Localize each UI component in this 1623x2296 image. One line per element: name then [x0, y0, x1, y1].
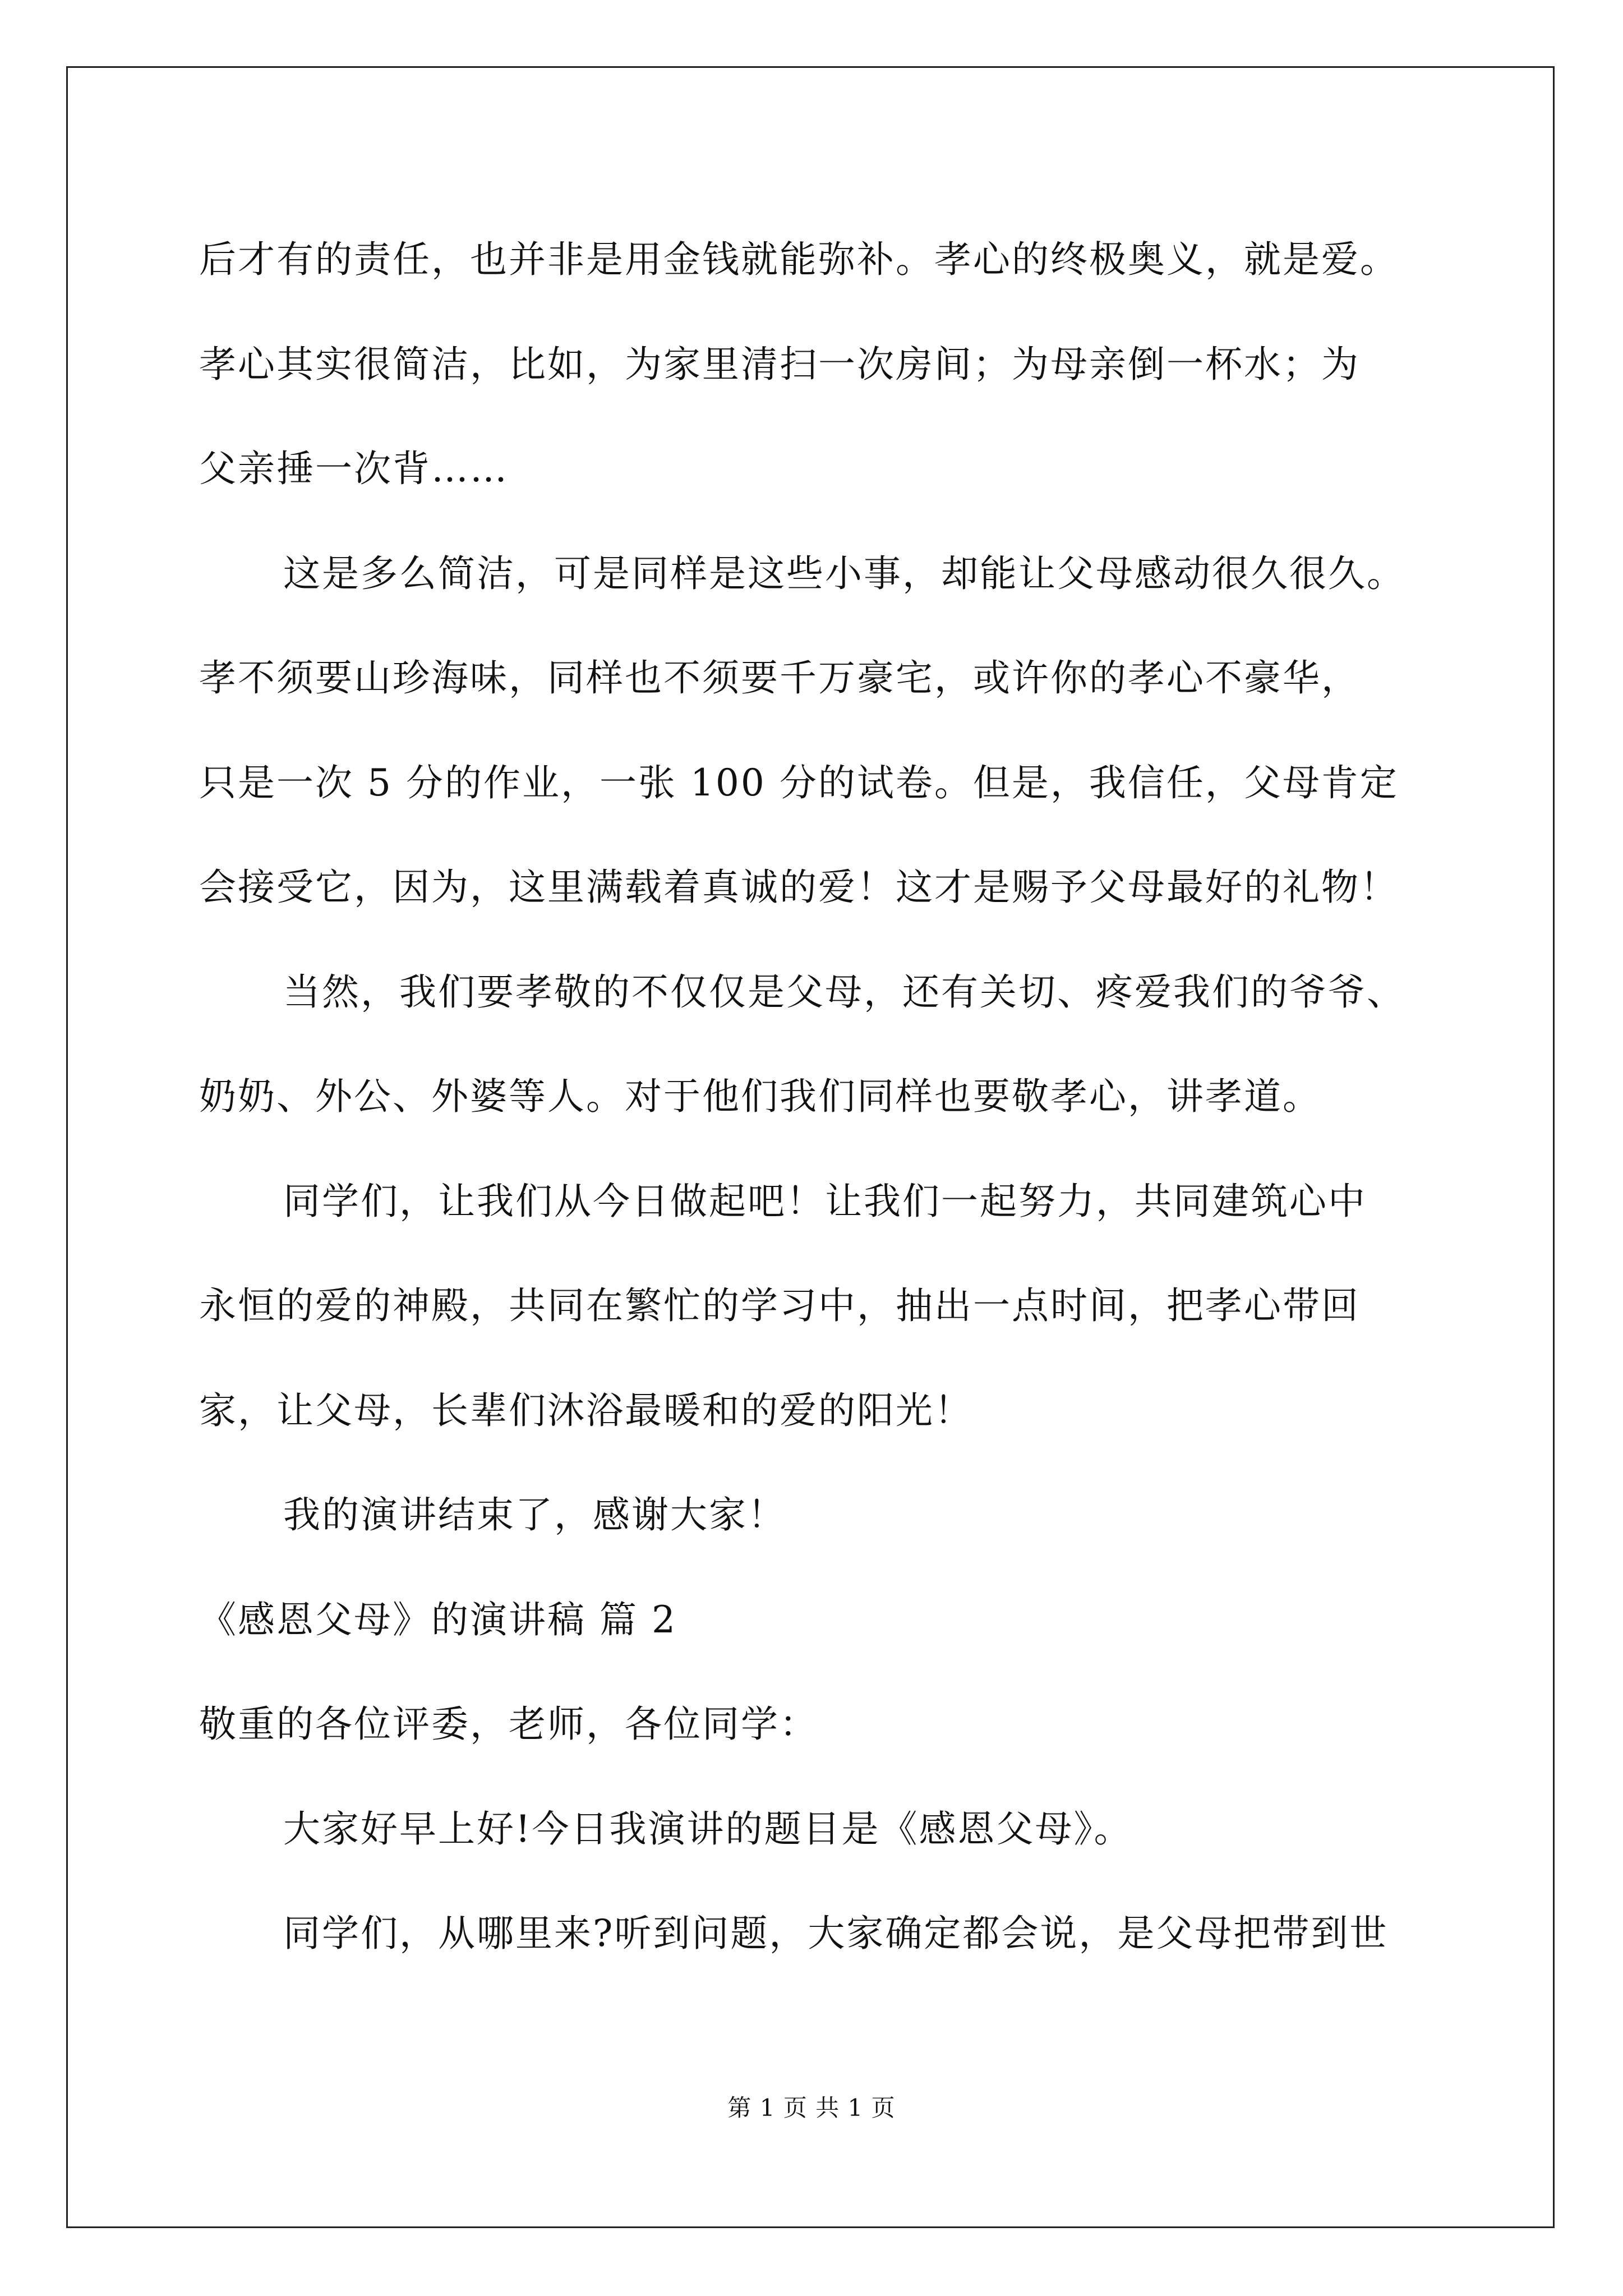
- text-line: 会接受它，因为，这里满载着真诚的爱！这才是赐予父母最好的礼物！: [199, 866, 1399, 909]
- page-number-footer: 第 1 页 共 1 页: [727, 2094, 896, 2122]
- text-line: 父亲捶一次背……: [199, 447, 509, 490]
- text-line: 后才有的责任，也并非是用金钱就能弥补。孝心的终极奥义，就是爱。: [199, 238, 1399, 281]
- text-line: 孝心其实很简洁，比如，为家里清扫一次房间；为母亲倒一杯水；为: [199, 342, 1360, 386]
- document-body: [199, 208, 1433, 1986]
- text-line: 只是一次 5 分的作业，一张 100 分的试卷。但是，我信任，父母肯定: [199, 761, 1399, 804]
- closing-line: 我的演讲结束了，感谢大家！: [283, 1493, 786, 1536]
- paragraph-start-line: 当然，我们要孝敬的不仅仅是父母，还有关切、疼爱我们的爷爷、: [283, 970, 1405, 1014]
- text-line: 家，让父母，长辈们沐浴最暖和的爱的阳光！: [199, 1388, 973, 1432]
- text-line: 孝不须要山珍海味，同样也不须要千万豪宅，或许你的孝心不豪华，: [199, 656, 1360, 700]
- paragraph-start-line: 大家好早上好!今日我演讲的题目是《感恩父母》。: [283, 1807, 1133, 1851]
- paragraph-start-line: 同学们，从哪里来?听到问题，大家确定都会说，是父母把带到世: [283, 1912, 1389, 1955]
- paragraph-start-line: 同学们，让我们从今日做起吧！让我们一起努力，共同建筑心中: [283, 1179, 1367, 1223]
- text-line: 奶奶、外公、外婆等人。对于他们我们同样也要敬孝心，讲孝道。: [199, 1075, 1321, 1118]
- paragraph-start-line: 这是多么简洁，可是同样是这些小事，却能让父母感动很久很久。: [283, 551, 1405, 595]
- section-heading: 《感恩父母》的演讲稿 篇 2: [199, 1598, 677, 1641]
- text-line: 永恒的爱的神殿，共同在繁忙的学习中，抽出一点时间，把孝心带回: [199, 1284, 1360, 1327]
- salutation: 敬重的各位评委，老师，各位同学：: [199, 1703, 818, 1746]
